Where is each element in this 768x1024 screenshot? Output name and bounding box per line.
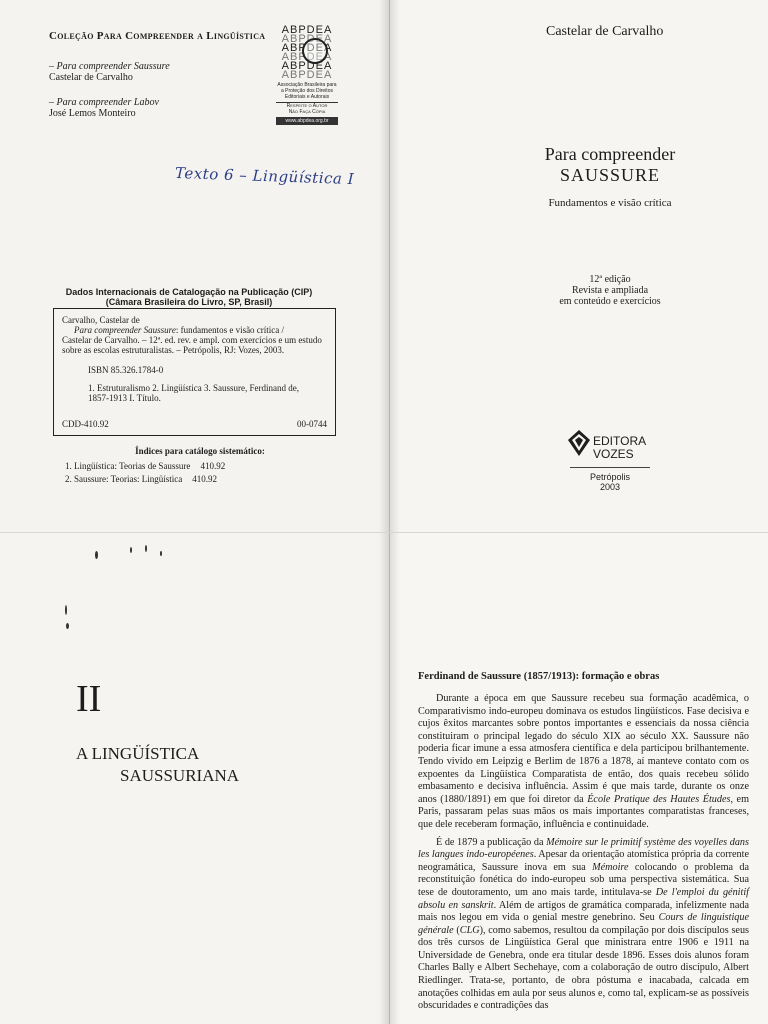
series-author: José Lemos Monteiro (49, 108, 136, 119)
book-subtitle: Fundamentos e visão crítica (548, 197, 672, 209)
logo-caption: Associação Brasileira para a Proteção dos Direitos Editoriais e Autorais (277, 82, 337, 100)
cip-isbn: ISBN 85.326.1784-0 (88, 365, 164, 375)
author-name: Castelar de Carvalho (546, 24, 664, 39)
book-title: Para compreender SAUSSURE (544, 144, 676, 185)
vozes-leaf-icon (568, 430, 590, 456)
edition-info: 12ª edição Revista e ampliada em conteúdo e exercícios (559, 274, 661, 307)
cip-subjects: 1. Estruturalismo 2. Lingüística 3. Saussure, Ferdinand de, 1857-1913 I. Título. (88, 383, 299, 403)
paragraph: Durante a época em que Saussure recebeu sua formação acadêmica, o Comparativismo indo-europeu dominava os estudos lingüísticos. Fase decisiva e cujos êxitos marcantes sobre pontos importantes e essenciais da nossa ciência constituiram o principal legado do século XIX ao século XX. Saussure não poderia ficar imune a essa atmosfera científica e dela participou brilhantemente. Tendo vivido em Leipzig e Berlim de 1876 a 1878, aí manteve contato com os expoentes da Lingüística Comparatista de então, dos quais recebeu sólido embasamento e decisiva influência. Assim é que mais tarde, durante os onze anos (1880/1891) em que foi diretor da École Pratique des Hautes Études, em Paris, passaram pelas suas mãos os mais importantes comparatistas franceses, que dele receberam formação, influência e continuidade. (418, 693, 750, 830)
section-heading: Ferdinand de Saussure (1857/1913): formação e obras (418, 671, 660, 682)
index-list (65, 461, 305, 484)
logo-seal-icon (302, 38, 328, 64)
scan-speck (130, 547, 132, 553)
cip-code: 00-0744 (297, 419, 327, 429)
index-item: 1. Lingüística: Teorias de Saussure 410.92 (65, 461, 226, 471)
cip-author: Carvalho, Castelar de (62, 315, 140, 325)
publisher-name: EDITORA VOZES (593, 434, 647, 461)
cip-heading: Dados Internacionais de Catalogação na Publicação (CIP) (Câmara Brasileira do Livro, SP, Brasil) (65, 287, 313, 307)
abpdea-logo (276, 26, 338, 125)
publisher-rule (570, 467, 650, 468)
copyright-page (0, 0, 390, 532)
cip-record-box (53, 308, 336, 436)
chapter-opener-page (0, 533, 390, 1024)
cip-title-line: Para compreender Saussure: fundamentos e visão crítica / (74, 325, 285, 335)
series-title: – Para compreender Labov (49, 97, 159, 108)
scan-speck (95, 551, 98, 559)
paragraph: É de 1879 a publicação da Mémoire sur le primitif système des voyelles dans les langues indo-européenes. Apesar da orientação atomística própria da corrente neogramática, Saussure inova em sua Mémoire colocando o problema da reconstituição fonética do indo-europeu sob uma perspectiva sistemática. Sua tese de doutoramento, um ano mais tarde, intitulava-se De l'emploi du génitif absolu en sanskrit. Além de artigos de gramática comparada, infelizmente nada mais nos legou em vida o genial mestre genebrino. Seu Cours de linguistique générale (CLG), como sabemos, resultou da compilação por dois discípulos seus dos três cursos de Lingüística Geral que ministrara entre 1906 e 1911 na Universidade de Genebra, onde era titular desde 1896. Esses dois alunos foram Charles Bally e Albert Sechehaye, com a colaboração de outro discípulo, Albert Riedlinger. Trata-se, portanto, de obra póstuma e inacabada, calcada em anotações colhidas em aula por seus alunos e, como tal, explicam-se as possíveis obscuridades e contradições das (418, 836, 750, 1012)
gutter-shadow (390, 533, 400, 1024)
handwritten-note: Texto 6 – Lingüística I (174, 163, 355, 189)
gutter-shadow (379, 533, 389, 1024)
publisher-logo (568, 430, 668, 470)
scan-speck (65, 605, 67, 615)
series-title: – Para compreender Saussure (49, 61, 170, 72)
text-page (390, 533, 768, 1024)
scan-speck (160, 551, 162, 556)
scan-speck (145, 545, 147, 552)
collection-title: Coleção Para Compreender a Lingüística (49, 30, 266, 42)
index-item: 2. Saussure: Teorias: Lingüística 410.92 (65, 474, 217, 484)
chapter-title: A LINGÜÍSTICA SAUSSURIANA (76, 744, 240, 785)
title-page (390, 0, 768, 532)
gutter-shadow (379, 0, 389, 532)
gutter-shadow (390, 0, 400, 532)
imprint: Petrópolis 2003 (589, 472, 631, 492)
scan-speck (66, 623, 69, 629)
cip-cdd: CDD-410.92 (62, 419, 109, 429)
index-heading: Índices para catálogo sistemático: (135, 446, 265, 456)
cip-edition-line: Castelar de Carvalho. – 12ª. ed. rev. e ampl. com exercícios e um estudo (62, 335, 322, 345)
logo-notice: Respeite o Autor Não Faça Cópia (276, 102, 338, 115)
logo-url-bar: www.abpdea.org.br (276, 117, 338, 125)
chapter-number: II (76, 678, 102, 720)
body-text (418, 693, 749, 1013)
logo-wordmark: ABPDEA ABPDEA ABPDEA ABPDEA ABPDEA ABPDEA (281, 24, 333, 81)
series-list (49, 61, 269, 119)
cip-imprint-line: sobre as escolas estruturalistas. – Petrópolis, RJ: Vozes, 2003. (62, 345, 285, 355)
series-author: Castelar de Carvalho (49, 72, 133, 83)
